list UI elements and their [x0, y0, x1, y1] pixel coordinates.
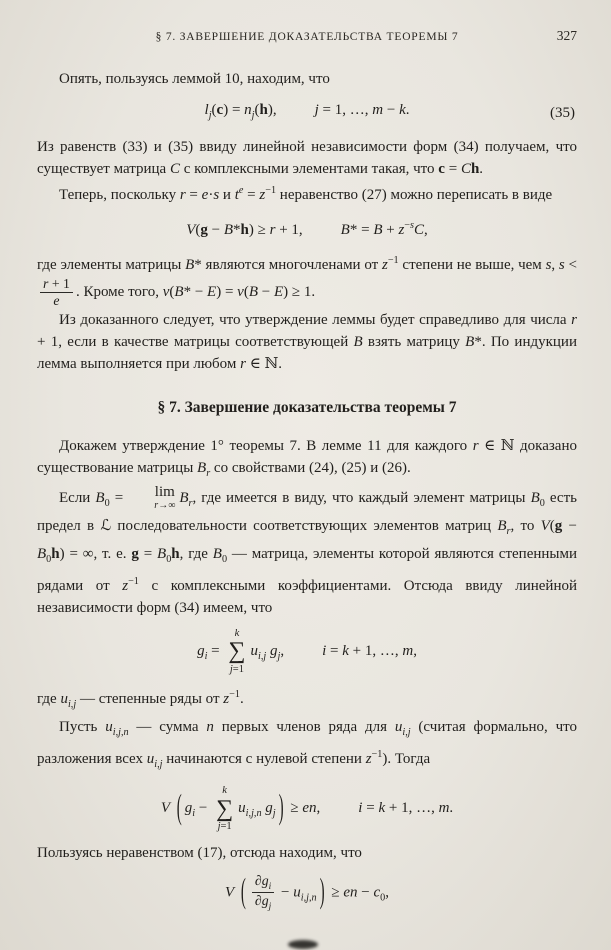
paragraph-from-equalities: Из равенств (33) и (35) ввиду линейной независимости форм (34) получаем, что существует матрица C с комплексными элементами такая, что c = Ch. — [37, 139, 577, 177]
section-heading: § 7. Завершение доказательства теоремы 7 — [157, 398, 457, 416]
equation-v-bstar-math: V(g − B*h) ≥ r + 1, $B* = B + z^{-s}C$, — [186, 220, 428, 238]
equation-35-number: (35) — [550, 105, 575, 121]
equation-gi-sum-math: $g_i$ = k ∑ j=1 $u_{i,j}$ $g_j$, i = k + 1, …, m, — [197, 627, 417, 675]
equation-v-gi-sum-math: V ( $g_i$ − k ∑ j=1 $u_{i,j,n}$ $g_j$ ) ≥ en, i = k + 1, …, m. — [160, 785, 454, 833]
paragraph-let-uijn: Пусть $u_{i,j,n}$ — сумма n первых членов ряда для $u_{i,j}$ (считая формально, что разложения всех $u_{i,j}$ начинаются с нулевой степени $z^{-1}$). Тогда — [37, 719, 577, 771]
paragraph-prove-statement: Докажем утверждение 1° теоремы 7. В лемме 11 для каждого r ∈ ℕ доказано существование матрицы $B_r$ со свойствами (24), (25) и (26). — [37, 437, 577, 479]
running-header — [37, 26, 577, 48]
equation-35 — [37, 99, 577, 127]
scan-artifact — [288, 940, 318, 949]
equation-partial-derivative — [37, 873, 577, 913]
equation-partial-derivative-math: V ( $\frac{\partial g_i}{\partial g_j}$ − $u_{i,j,n}$ ) ≥ en − $c_0$, — [225, 872, 389, 912]
paragraph-where-elements: где элементы матрицы B* являются многочленами от $z^{-1}$ степени не выше, чем s, s < $\frac{r + 1}{e}$ . Кроме того, v(B* − E) = v(B − E) ≥ 1. — [37, 255, 577, 308]
equation-v-bstar — [37, 215, 577, 241]
paragraph-using-inequality-17: Пользуясь неравенством (17), отсюда находим, что — [37, 844, 362, 861]
paragraph-using-lemma-10: Опять, пользуясь леммой 10, находим, что — [59, 71, 330, 87]
page-number: 327 — [556, 28, 577, 43]
paragraph-now-since: Теперь, поскольку r = e·s и $t^e = z^{-1}$ неравенство (27) можно переписать в виде — [59, 185, 553, 203]
paragraph-from-proved: Из доказанного следует, что утверждение леммы будет справедливо для числа r + 1, если в качестве матрицы соответствующей B взять матрицу B*. По индукции лемма выполняется при любом r ∈ ℕ. — [37, 311, 577, 372]
paragraph-if-b0-limit: Если $B_0$ = lim r→∞ $B_r$, где имеется в виду, что каждый элемент матрицы $B_0$ есть предел в ℒ последовательности соответствующих элементов матриц $B_r$, то $V(g - B_0h)$ = ∞, т. е. $g = B_0h$, где $B_0$ — матрица, элементы которой являются степенными рядами от $z^{-1}$ с комплексными коэффициентами. Отсюда ввиду линейной независимости форм (34) имеем, что — [37, 483, 578, 616]
running-header-title: § 7. ЗАВЕРШЕНИЕ ДОКАЗАТЕЛЬСТВА ТЕОРЕМЫ 7 — [155, 31, 459, 43]
equation-35-math: $l_j(c) = n_j(h)$, j = 1, …, m − k. — [204, 102, 410, 121]
paragraph-where-uij: где $u_{i,j}$ — степенные ряды от $z^{-1}$. — [37, 689, 244, 711]
equation-v-gi-sum — [37, 785, 577, 833]
equation-gi-sum — [37, 628, 577, 676]
